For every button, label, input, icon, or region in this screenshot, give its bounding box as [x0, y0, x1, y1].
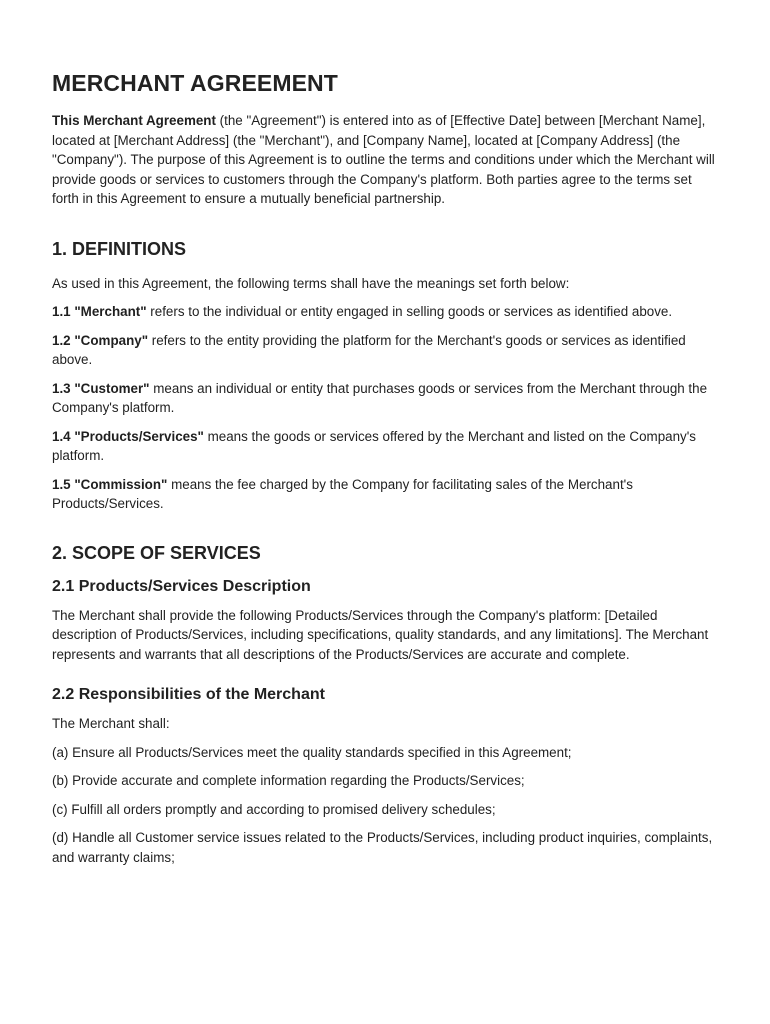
intro-paragraph — [52, 111, 722, 209]
responsibility-item: (b) Provide accurate and complete information regarding the Products/Services; — [52, 773, 525, 788]
products-description-text: The Merchant shall provide the following Products/Services through the Company's platform: [Detailed description of Products/Services, including specifications, quality standards, and any limitations]. The Merchant represents and warrants that all descriptions of the Products/Services are accurate and complete. — [52, 607, 709, 662]
merchant-responsibilities-heading: 2.2 Responsibilities of the Merchant — [52, 686, 325, 703]
definition-item — [52, 379, 722, 418]
scope-heading: 2. SCOPE OF SERVICES — [52, 542, 261, 563]
definitions-lead: As used in this Agreement, the following terms shall have the meanings set forth below: — [52, 275, 570, 291]
products-description-heading: 2.1 Products/Services Description — [52, 577, 311, 595]
definition-term: 1.5 "Commission" — [52, 476, 168, 492]
definition-text: means the goods or services offered by the Merchant and listed on the Company's platform. — [52, 428, 696, 463]
responsibility-item: (c) Fulfill all orders promptly and according to promised delivery schedules; — [52, 801, 496, 817]
intro-lead: This Merchant Agreement — [52, 113, 216, 128]
responsibility-item: (d) Handle all Customer service issues related to the Products/Services, including product inquiries, complaints, and warranty claims; — [52, 830, 713, 865]
responsibility-item: (a) Ensure all Products/Services meet the quality standards specified in this Agreement; — [52, 744, 572, 760]
definition-term: 1.3 "Customer" — [52, 380, 150, 396]
definition-text: refers to the individual or entity engaged in selling goods or services as identified above. — [146, 304, 673, 319]
definition-text: means the fee charged by the Company for facilitating sales of the Merchant's Products/Services. — [52, 476, 633, 511]
definitions-heading: 1. DEFINITIONS — [52, 238, 187, 259]
responsibilities-lead: The Merchant shall: — [52, 716, 170, 731]
definition-item — [52, 475, 722, 514]
definition-text: refers to the entity providing the platform for the Merchant's goods or services as identified above. — [52, 332, 686, 367]
document-page — [52, 70, 722, 876]
definition-term: 1.2 "Company" — [52, 332, 149, 348]
definition-term: 1.1 "Merchant" — [52, 304, 147, 319]
definition-item — [52, 302, 722, 322]
definition-text: means an individual or entity that purchases goods or services from the Merchant through the Company's platform. — [52, 380, 708, 415]
document-title: MERCHANT AGREEMENT — [52, 70, 338, 96]
intro-text: (the "Agreement") is entered into as of [Effective Date] between [Merchant Name], located at [Merchant Address] (the "Merchant"), and [Company Name], located at [Company Address] (the "Company"). The purpose of this Agreement is to outline the terms and conditions under which the Merchant will provide goods or services to customers through the Company's platform. Both parties agree to the terms set forth in this Agreement to ensure a mutually beneficial partnership. — [52, 113, 715, 206]
definition-term: 1.4 "Products/Services" — [52, 428, 204, 444]
definition-item — [52, 427, 722, 466]
definition-item — [52, 331, 722, 370]
